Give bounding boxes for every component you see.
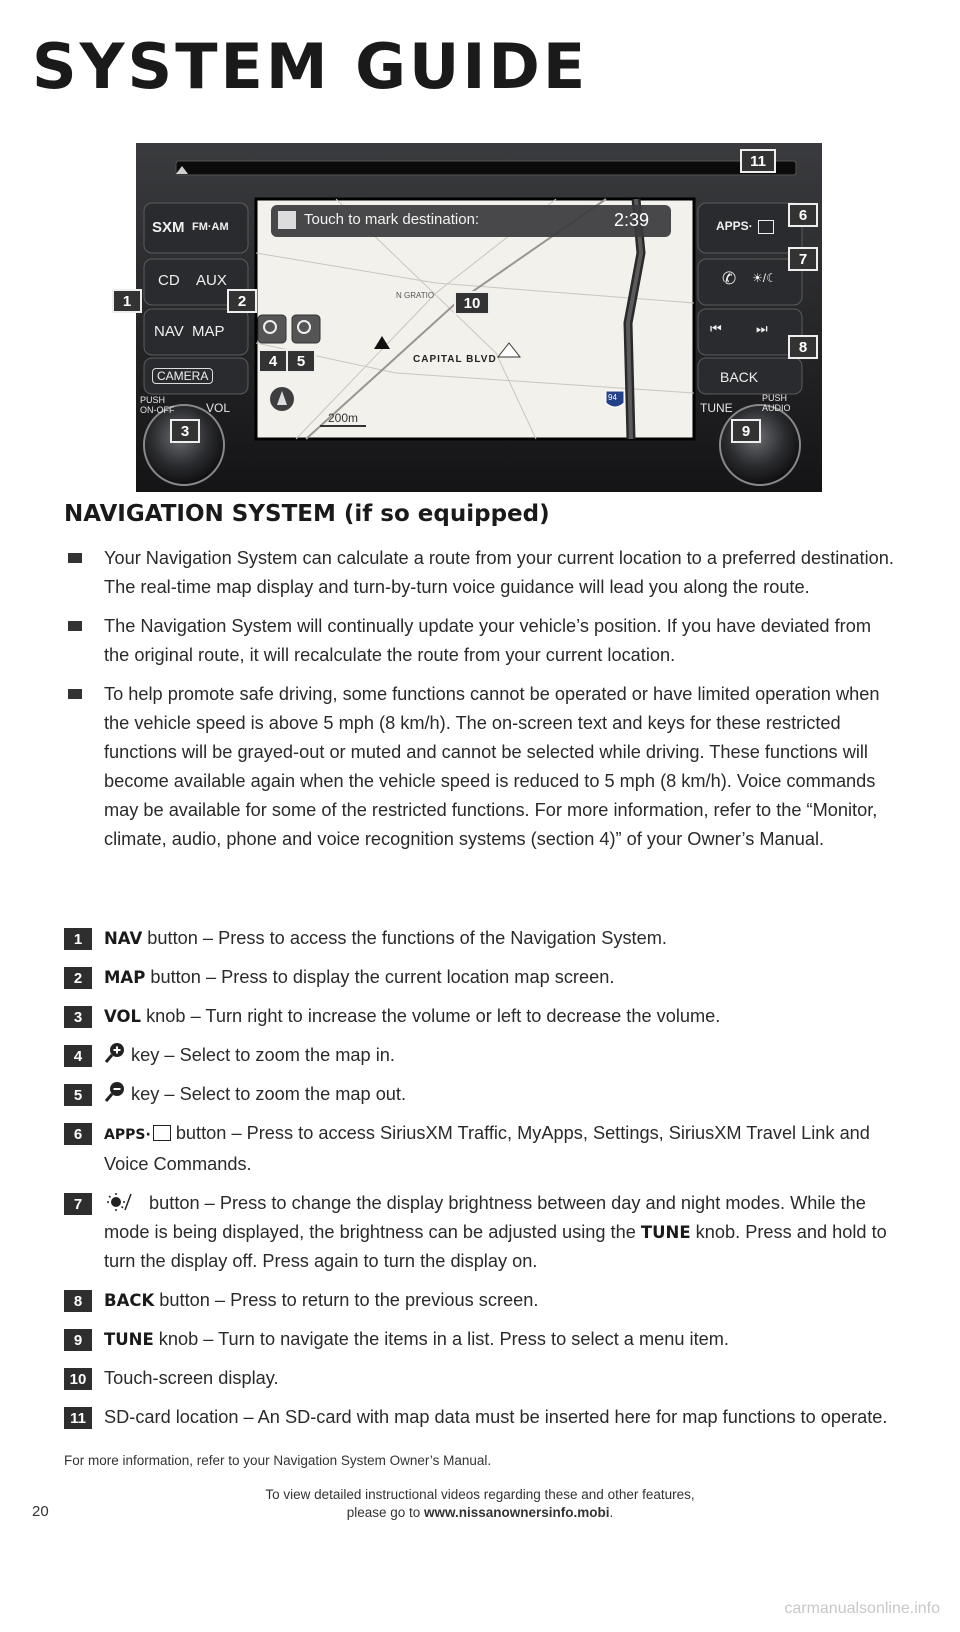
seek-back-icon[interactable]: ⏮ <box>710 321 722 336</box>
vol-knob[interactable] <box>144 405 224 485</box>
vol-label: VOL <box>206 401 231 415</box>
item-number: 4 <box>64 1045 92 1067</box>
page-footer <box>0 1486 960 1522</box>
callout-5: 5 <box>286 349 316 373</box>
item-text: key – Select to zoom the map in. <box>126 1045 395 1065</box>
apps-icon: APPS· <box>104 1127 151 1143</box>
tune-knob[interactable] <box>720 405 800 485</box>
footnote: For more information, refer to your Navigation System Owner’s Manual. <box>64 1453 492 1468</box>
item-number: 8 <box>64 1290 92 1312</box>
bullet-item <box>64 680 894 854</box>
list-item <box>64 1364 898 1393</box>
zoom-out-key[interactable] <box>292 315 320 343</box>
bullet-list <box>64 544 894 864</box>
bullet-item <box>64 544 894 602</box>
item-text: knob – Turn to navigate the items in a list. Press to select a menu item. <box>153 1329 729 1349</box>
zoom-out-icon <box>104 1081 126 1103</box>
item-number: 7 <box>64 1193 92 1215</box>
list-item <box>64 924 898 953</box>
callout-3: 3 <box>170 419 200 443</box>
bullet-text: The Navigation System will continually update your vehicle’s position. If you have deviated from the original route, it will recalculate the route from your current location. <box>104 616 871 665</box>
list-item <box>64 1189 898 1276</box>
bullet-square-icon <box>68 689 82 699</box>
item-text: button – Press to display the current location map screen. <box>145 967 615 987</box>
bullet-square-icon <box>68 621 82 631</box>
callout-11: 11 <box>740 149 776 173</box>
bullet-text: Your Navigation System can calculate a route from your current location to a preferred destination. The real-time map display and turn-by-turn voice guidance will lead you along the route. <box>104 548 894 597</box>
nav-button-label[interactable]: NAV <box>154 323 184 340</box>
callout-6: 6 <box>788 203 818 227</box>
tune-label: TUNE <box>700 401 733 415</box>
footer-suffix: . <box>609 1505 614 1520</box>
day-night-icon <box>104 1192 144 1212</box>
item-number: 3 <box>64 1006 92 1028</box>
push-on-off-label: PUSH ON-OFF <box>140 395 175 415</box>
street-name-1: N GRATIO <box>396 291 435 300</box>
callout-7: 7 <box>788 247 818 271</box>
item-number: 10 <box>64 1368 92 1390</box>
callout-4: 4 <box>258 349 288 373</box>
map-scale-label: 200m <box>320 411 366 427</box>
item-text: knob – Turn right to increase the volume or left to decrease the volume. <box>141 1006 721 1026</box>
callout-1: 1 <box>112 289 142 313</box>
item-number: 6 <box>64 1123 92 1145</box>
footer-line-1: To view detailed instructional videos regarding these and other features, <box>265 1487 695 1502</box>
list-item <box>64 1080 898 1109</box>
item-text: button – Press to access SiriusXM Traffic, MyApps, Settings, SiriusXM Travel Link and Voice Commands. <box>104 1123 870 1174</box>
item-text-continued: knob. Press and hold to turn the display off. Press again to turn the display on. <box>104 1222 887 1271</box>
section-heading: NAVIGATION SYSTEM (if so equipped) <box>64 501 550 527</box>
map-button-label[interactable]: MAP <box>192 323 225 340</box>
item-keyword: VOL <box>104 1007 142 1026</box>
cd-button-label[interactable]: CD <box>158 272 180 289</box>
item-number: 9 <box>64 1329 92 1351</box>
item-text: button – Press to return to the previous screen. <box>154 1290 539 1310</box>
item-text: key – Select to zoom the map out. <box>126 1084 407 1104</box>
page-title: SYSTEM GUIDE <box>32 30 589 103</box>
seek-forward-icon[interactable]: ⏭ <box>756 321 768 336</box>
list-item <box>64 1119 898 1179</box>
zoom-in-key[interactable] <box>258 315 286 343</box>
fm-am-button-label[interactable]: FM·AM <box>192 221 229 233</box>
list-item <box>64 1002 898 1031</box>
footer-url-link[interactable]: www.nissanownersinfo.mobi <box>424 1505 610 1520</box>
item-keyword: MAP <box>104 968 146 987</box>
numbered-item-list <box>64 924 898 1442</box>
zoom-in-icon <box>104 1042 126 1064</box>
list-item <box>64 1286 898 1315</box>
item-text: button – Press to change the display brightness between day and night modes. While the mode is being displayed, the brightness can be adjusted using the <box>104 1193 866 1242</box>
item-text: SD-card location – An SD-card with map data must be inserted here for map functions to operate. <box>104 1407 888 1427</box>
bullet-square-icon <box>68 553 82 563</box>
item-keyword: BACK <box>104 1291 155 1310</box>
apps-info-icon <box>153 1125 171 1141</box>
route-shield-number: 94 <box>608 393 617 402</box>
watermark: carmanualsonline.info <box>784 1600 940 1617</box>
item-number: 2 <box>64 967 92 989</box>
day-night-icon[interactable]: ☀/☾ <box>752 271 777 285</box>
sxm-button-label[interactable]: SXM <box>152 219 185 236</box>
item-keyword: TUNE <box>104 1330 154 1349</box>
callout-10: 10 <box>454 291 490 315</box>
apps-info-icon <box>758 220 774 234</box>
callout-2: 2 <box>227 289 257 313</box>
item-keyword: TUNE <box>640 1223 691 1242</box>
phone-icon[interactable]: ✆ <box>722 269 737 288</box>
bullet-text: To help promote safe driving, some functions cannot be operated or have limited operation when the vehicle speed is above 5 mph (8 km/h). The on-screen text and keys for these restricted functions will be grayed-out or muted and cannot be selected while driving. These functions will become available again when the vehicle speed is reduced to 5 mph (8 km/h). Voice commands may be available for some of the restricted functions. For more information, refer to the “Monitor, climate, audio, phone and voice recognition systems (section 4)” of your Owner’s Manual. <box>104 684 880 849</box>
page-number: 20 <box>32 1503 49 1520</box>
callout-8: 8 <box>788 335 818 359</box>
callout-9: 9 <box>731 419 761 443</box>
item-text: button – Press to access the functions of the Navigation System. <box>142 928 667 948</box>
item-number: 11 <box>64 1407 92 1429</box>
back-button-label[interactable]: BACK <box>720 369 759 385</box>
list-item <box>64 1403 898 1432</box>
footer-line-2 <box>0 1504 960 1522</box>
screen-banner-text[interactable]: Touch to mark destination: <box>304 211 480 228</box>
item-keyword: NAV <box>104 929 143 948</box>
camera-button-label[interactable]: CAMERA <box>152 368 213 384</box>
item-number: 5 <box>64 1084 92 1106</box>
apps-button-label[interactable]: APPS· <box>716 219 753 233</box>
list-item <box>64 963 898 992</box>
item-number: 1 <box>64 928 92 950</box>
list-item <box>64 1325 898 1354</box>
clock-text: 2:39 <box>614 210 650 230</box>
aux-button-label[interactable]: AUX <box>196 272 227 289</box>
navigation-unit-photo <box>122 143 822 492</box>
item-text: Touch-screen display. <box>104 1368 279 1388</box>
push-audio-label: PUSH AUDIO <box>762 393 791 413</box>
bullet-item <box>64 612 894 670</box>
street-name-2: CAPITAL BLVD <box>413 354 497 365</box>
list-item <box>64 1041 898 1070</box>
footer-prefix: please go to <box>346 1505 424 1520</box>
